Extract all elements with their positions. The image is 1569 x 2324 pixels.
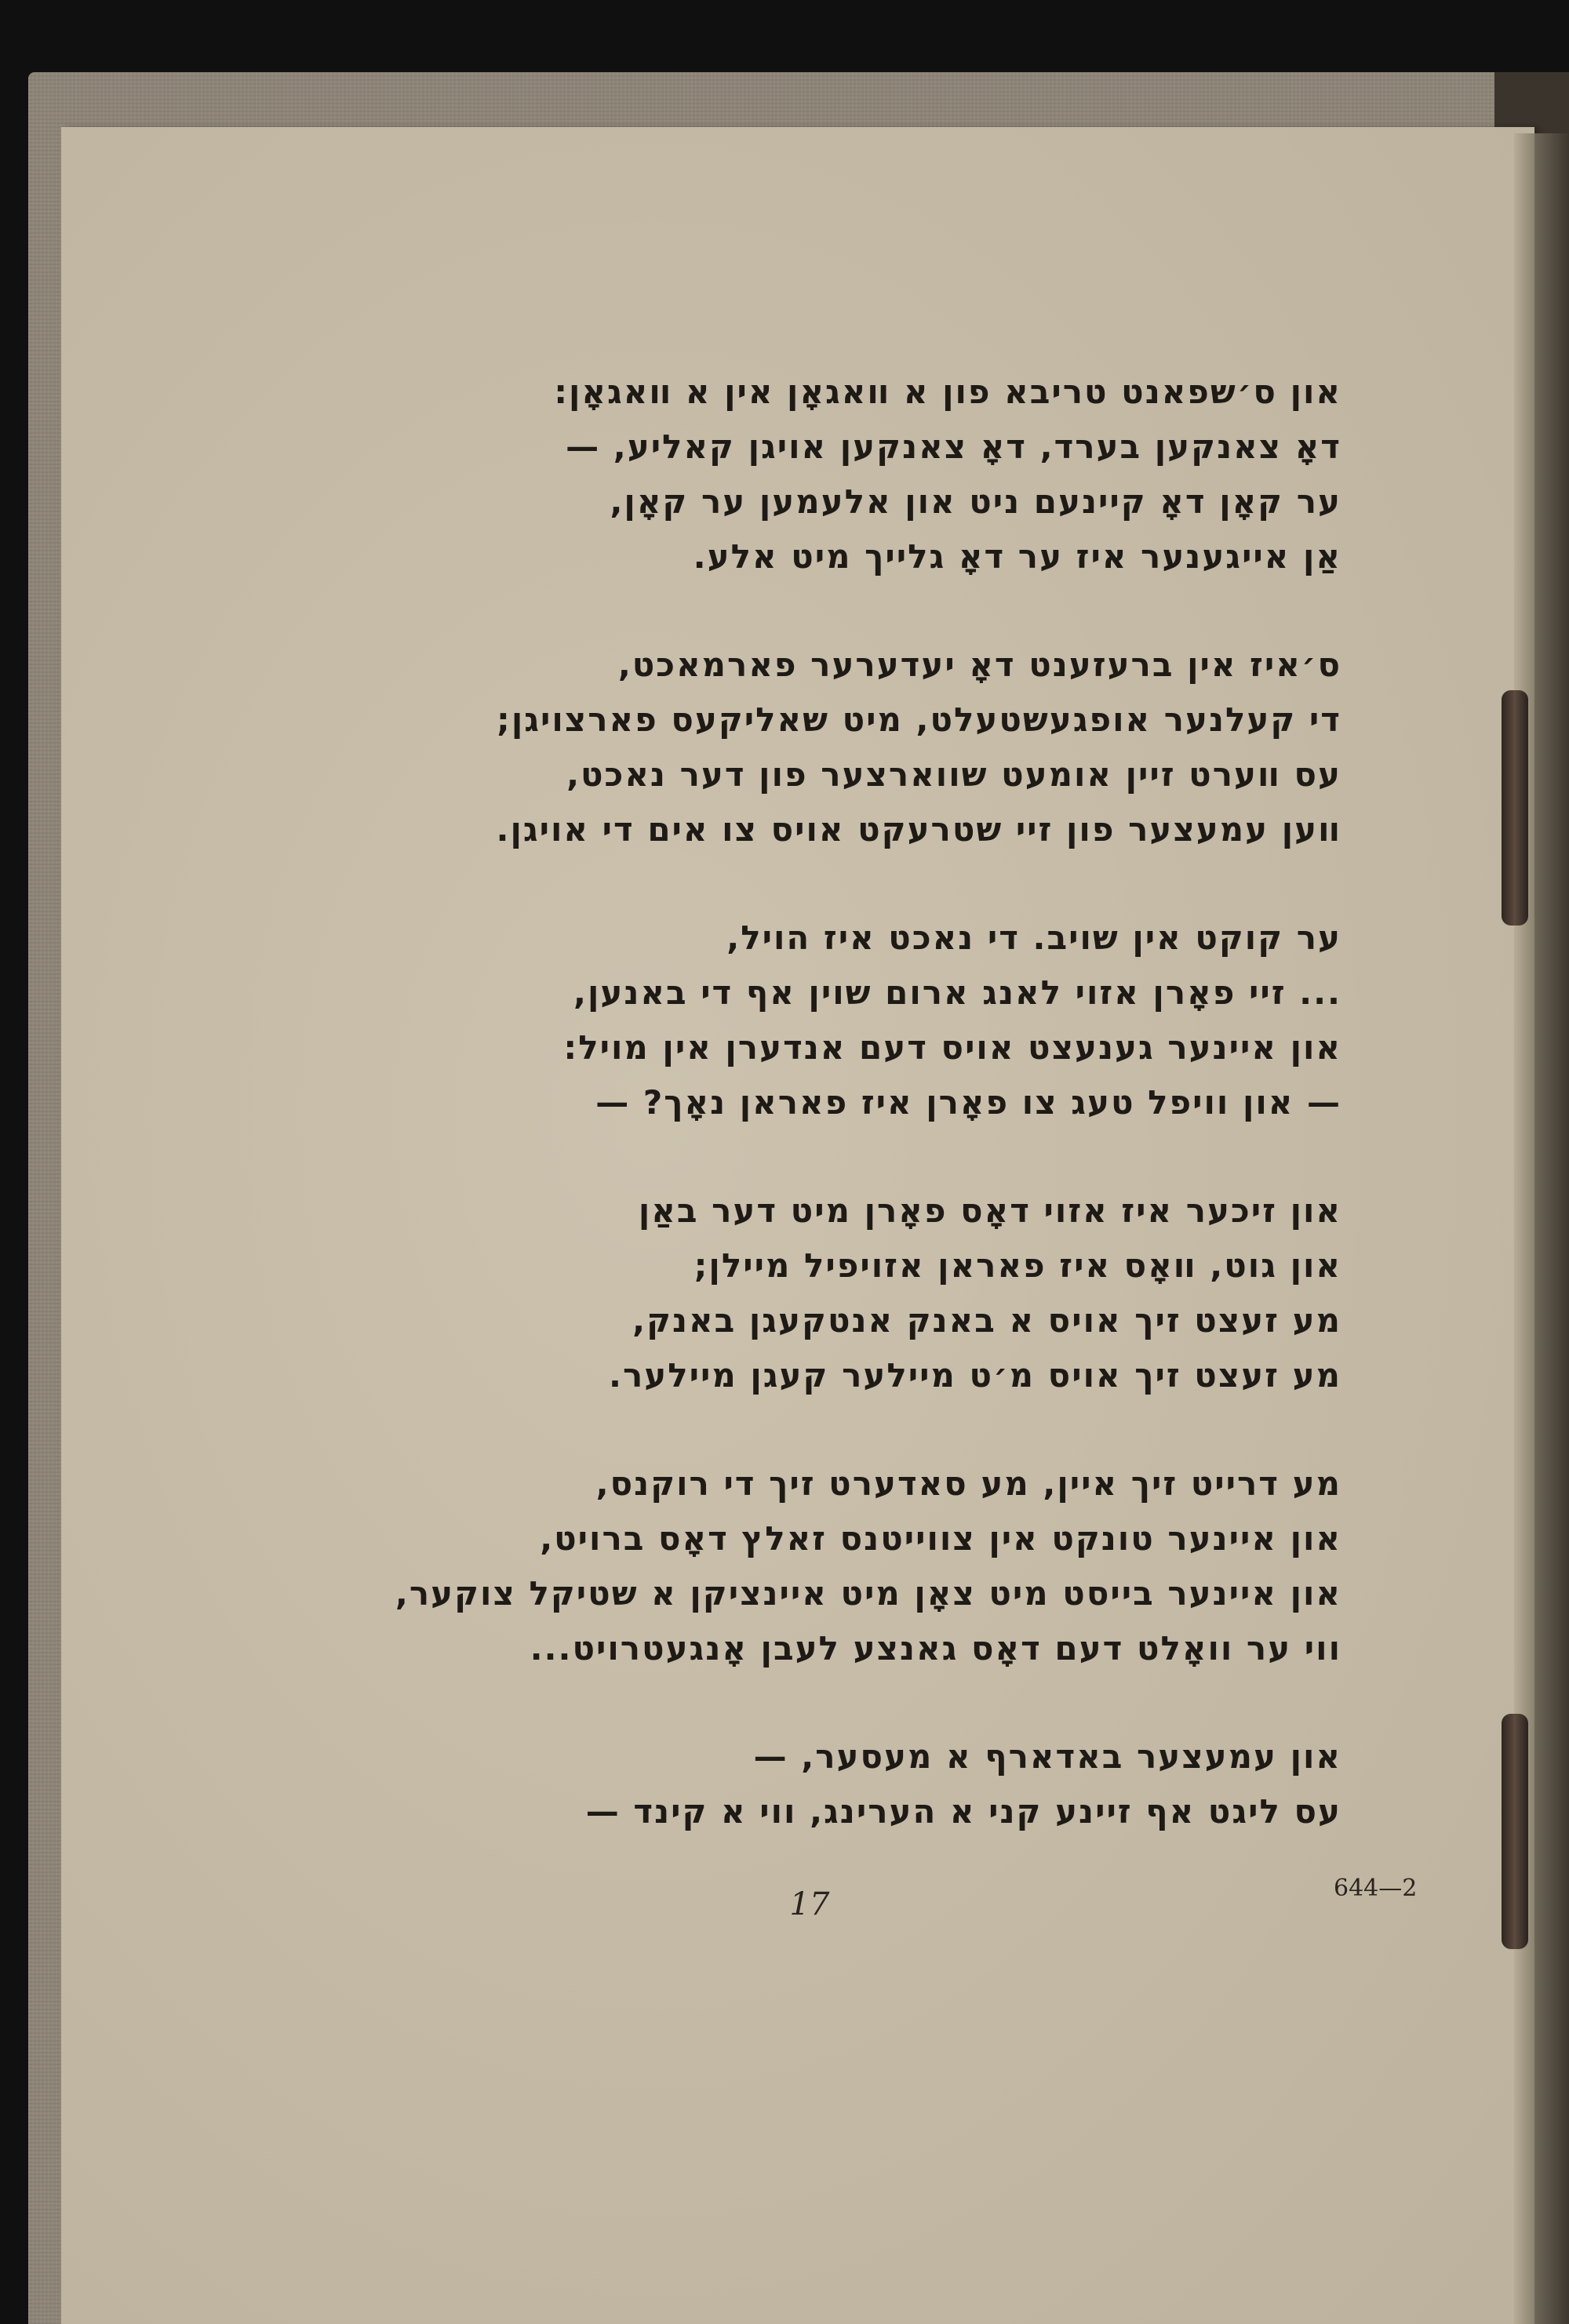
verse-line: ווי ער וואָלט דעם דאָס גאנצע לעבן אָנגעטרויט... [530,1629,1341,1668]
verse-line: און איינער בייסט מיט צאָן מיט איינציקן א שטיקל צוקער, [395,1574,1341,1613]
verse-line: אַן אייגענער איז ער דאָ גלייך מיט אלע. [693,537,1341,576]
verse-line: ... זיי פאָרן אזוי לאנג ארום שוין אף די באנען, [573,973,1341,1012]
verse-line: די קעלנער אופגעשטעלט, מיט שאליקעס פארצויגן; [497,700,1341,739]
verse-line: — און וויפל טעג צו פאָרן איז פאראן נאָך? — [595,1083,1341,1122]
verse-line: און גוט, װאָס איז פאראן אזויפיל מיילן; [693,1246,1341,1285]
verse-line: ס׳איז אין ברעזענט דאָ יעדערער פארמאכט, [617,646,1341,684]
page-stack-edge [1534,133,1569,2324]
verse-line: און איינער גענעצט אויס דעם אנדערן אין מויל: [563,1028,1341,1067]
stanza [235,1457,1341,1676]
page-number: 17 [789,1886,830,1922]
verse-line: עס ליגט אף זיינע קני א הערינג, ווי א קינד — [585,1792,1341,1831]
stanza [235,1184,1341,1403]
stanza [235,638,1341,857]
verse-line: מע זעצט זיך אויס א באנק אנטקעגן באנק, [632,1301,1341,1340]
verse-line: מע דרייט זיך איין, מע סאדערט זיך די רוקנס, [595,1464,1341,1503]
page-gutter [1514,133,1534,2324]
verse-line: ער קוקט אין שויב. די נאכט איז הויל, [726,918,1341,957]
verse-line: װען עמעצער פון זיי שטרעקט אויס צו אים די אויגן. [496,810,1341,849]
verse-line: און עמעצער באדארף א מעסער, — [753,1737,1341,1776]
printer-signature-mark: 644—2 [1334,1875,1418,1902]
poem-text [235,365,1341,1839]
binding-clip-lower [1502,1714,1528,1949]
verse-line: און זיכער איז אזוי דאָס פאָרן מיט דער באַן [638,1191,1341,1230]
verse-line: דאָ צאנקען בערד, דאָ צאנקען אויגן קאליע, — [566,427,1341,466]
stanza [235,365,1341,584]
stanza [235,1729,1341,1839]
verse-line: מע זעצט זיך אויס מ׳ט מיילער קעגן מיילער. [609,1356,1341,1395]
verse-line: ער קאָן דאָ קיינעם ניט און אלעמען ער קאָן, [610,482,1341,521]
stanza [235,911,1341,1130]
verse-line: און ס׳שפאנט טריבא פון א װאגאָן אין א װאגאָן: [554,373,1341,411]
verse-line: און איינער טונקט אין צווייטנס זאלץ דאָס ברויט, [540,1519,1341,1558]
binding-clip-upper [1502,690,1528,926]
verse-line: עס װערט זיין אומעט שווארצער פון דער נאכט, [566,755,1341,794]
